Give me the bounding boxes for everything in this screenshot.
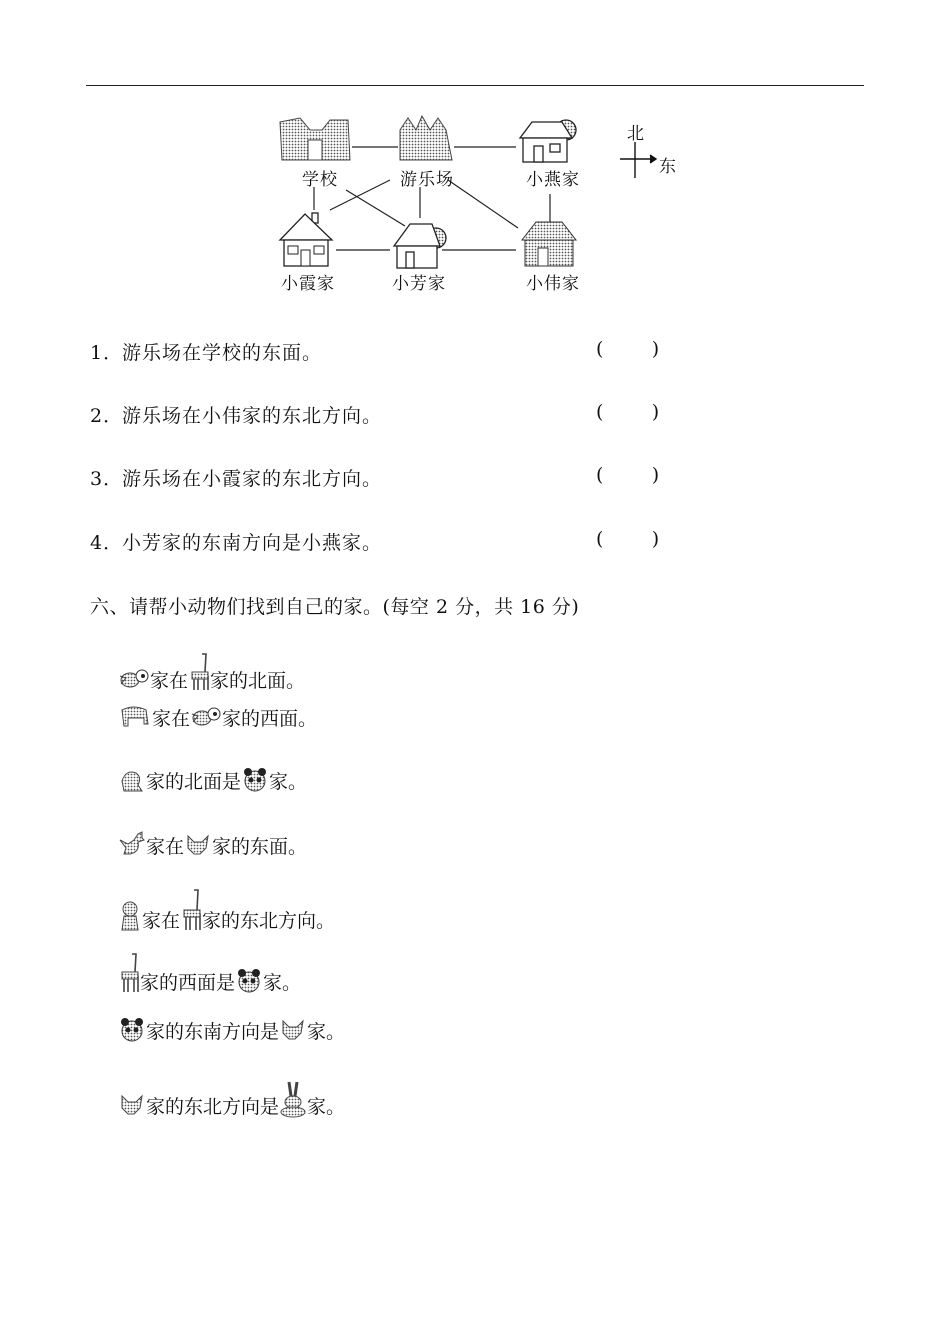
question-text: 游乐场在学校的东面。 [122, 342, 323, 364]
clue-3: 家的北面是 家。 [118, 767, 307, 793]
rabbit-icon [279, 1080, 307, 1118]
question-text: 游乐场在小霞家的东北方向。 [122, 468, 383, 490]
clue-4: 家在 家的东面。 [118, 830, 307, 858]
rooster-icon [118, 830, 146, 858]
answer-blank-4[interactable]: ( ) [596, 528, 660, 550]
label-school: 学校 [302, 170, 338, 190]
section-6-title: 六、请帮小动物们找到自己的家。(每空 2 分，共 16 分) [90, 596, 580, 618]
amusement-park-icon [400, 116, 452, 160]
clue-2: 家在 家的西面。 [118, 702, 317, 730]
question-1 [90, 338, 322, 365]
clue-1: 家在 家的北面。 [118, 652, 305, 692]
xiaoxia-house-icon [280, 213, 332, 266]
panda-icon [235, 968, 263, 994]
top-rule [86, 85, 864, 86]
xiaowei-house-icon [522, 222, 576, 266]
question-number: 2． [90, 405, 124, 427]
panda-icon [118, 1017, 146, 1043]
label-amusement-park: 游乐场 [400, 170, 454, 190]
monkey-icon [118, 900, 142, 932]
bird-icon [118, 664, 150, 692]
xiaofang-house-icon [394, 224, 446, 268]
label-xiaofang-home: 小芳家 [392, 274, 446, 294]
compass-east-label: 东 [659, 157, 677, 177]
question-number: 4． [90, 532, 124, 554]
question-text: 小芳家的东南方向是小燕家。 [122, 532, 383, 554]
xiaoyan-house-icon [520, 120, 576, 162]
giraffe-icon [180, 888, 202, 932]
label-xiaoyan-home: 小燕家 [526, 170, 580, 190]
compass-icon [620, 142, 656, 178]
fox-icon [184, 832, 212, 858]
clue-7: 家的东南方向是 家。 [118, 1017, 345, 1043]
elephant-icon [118, 704, 152, 730]
giraffe-icon [188, 652, 210, 692]
label-xiaowei-home: 小伟家 [526, 274, 580, 294]
question-number: 1． [90, 342, 124, 364]
clue-8: 家的东北方向是 家。 [118, 1080, 345, 1118]
question-text: 游乐场在小伟家的东北方向。 [122, 405, 383, 427]
question-3 [90, 464, 382, 491]
clue-5: 家在 家的东北方向。 [118, 888, 335, 932]
giraffe-icon [118, 952, 140, 994]
clue-6: 家的西面是 家。 [118, 952, 301, 994]
fox-icon [118, 1092, 146, 1118]
bird-icon [190, 702, 222, 730]
answer-blank-1[interactable]: ( ) [596, 338, 660, 360]
squirrel-icon [118, 767, 146, 793]
direction-map [270, 110, 690, 300]
panda-icon [241, 767, 269, 793]
fox-icon [279, 1017, 307, 1043]
school-icon [280, 118, 350, 160]
label-xiaoxia-home: 小霞家 [281, 274, 335, 294]
compass-north-label: 北 [627, 124, 645, 144]
question-4 [90, 528, 382, 555]
answer-blank-2[interactable]: ( ) [596, 401, 660, 423]
question-number: 3． [90, 468, 124, 490]
question-2 [90, 401, 382, 428]
answer-blank-3[interactable]: ( ) [596, 464, 660, 486]
